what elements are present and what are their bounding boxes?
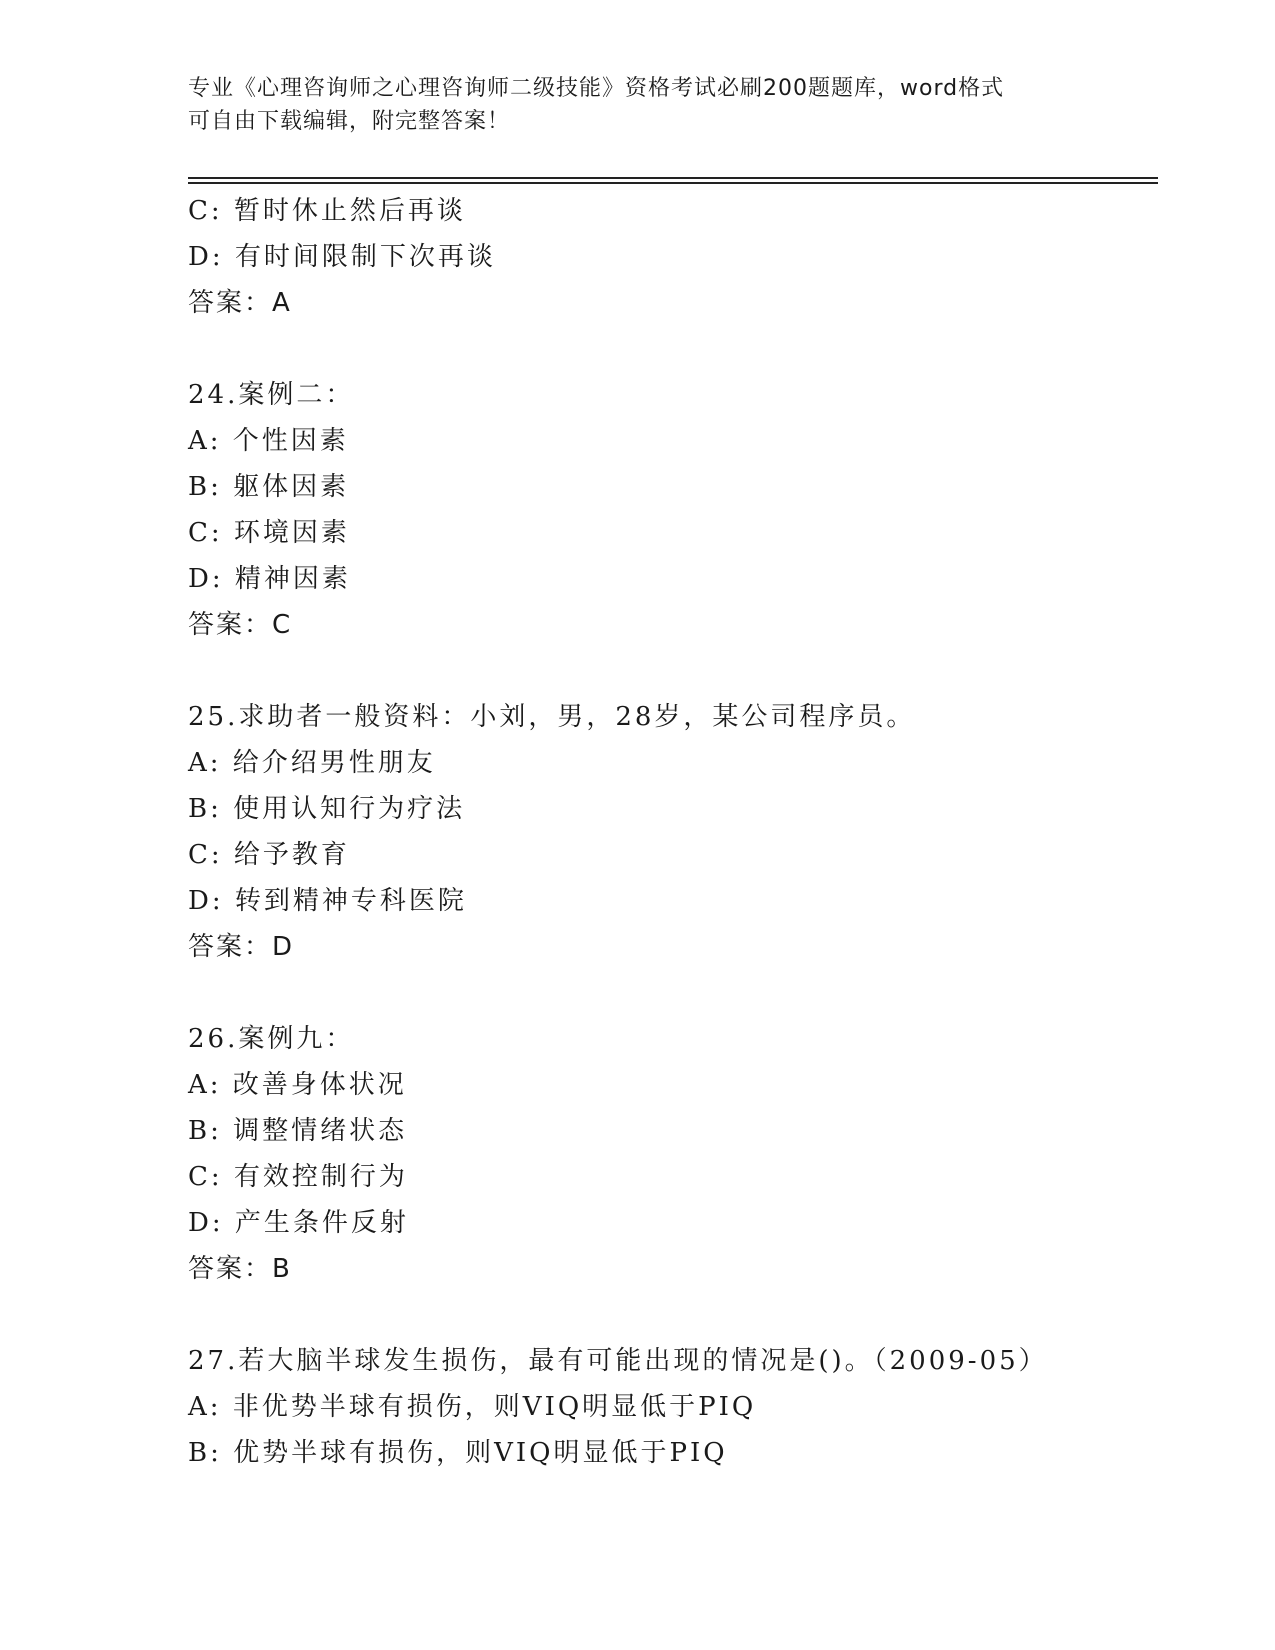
q24-stem: 24.案例二： (188, 380, 355, 410)
q26-answer: 答案：B (188, 1254, 292, 1284)
q27-option-b: B: 优势半球有损伤，则VIQ明显低于PIQ (188, 1438, 728, 1468)
q27-stem: 27.若大脑半球发生损伤，最有可能出现的情况是()。（2009-05） (188, 1346, 1048, 1376)
header-divider-top (188, 177, 1158, 179)
header-line-1: 专业《心理咨询师之心理咨询师二级技能》资格考试必刷200题题库，word格式 (188, 76, 1005, 101)
q25-option-a: A: 给介绍男性朋友 (188, 748, 436, 778)
q23-option-c: C: 暂时休止然后再谈 (188, 196, 466, 226)
header-line-2: 可自由下载编辑，附完整答案！ (188, 109, 511, 134)
q26-stem: 26.案例九： (188, 1024, 355, 1054)
q26-option-d: D: 产生条件反射 (188, 1208, 409, 1238)
spacer (188, 648, 1148, 694)
q24-option-d: D: 精神因素 (188, 564, 351, 594)
q24-option-a: A: 个性因素 (188, 426, 349, 456)
q25-option-d: D: 转到精神专科医院 (188, 886, 467, 916)
q24-option-c: C: 环境因素 (188, 518, 350, 548)
q25-stem: 25.求助者一般资料：小刘，男，28岁，某公司程序员。 (188, 702, 916, 732)
q25-option-b: B: 使用认知行为疗法 (188, 794, 466, 824)
q23-option-d: D: 有时间限制下次再谈 (188, 242, 496, 272)
q24-option-b: B: 躯体因素 (188, 472, 350, 502)
q25-option-c: C: 给予教育 (188, 840, 350, 870)
q27-option-a: A: 非优势半球有损伤，则VIQ明显低于PIQ (188, 1392, 757, 1422)
spacer (188, 970, 1148, 1016)
q26-option-c: C: 有效控制行为 (188, 1162, 408, 1192)
q23-answer: 答案：A (188, 288, 292, 318)
question-list (188, 188, 1148, 1476)
spacer (188, 1292, 1148, 1338)
spacer (188, 326, 1148, 372)
q26-option-b: B: 调整情绪状态 (188, 1116, 408, 1146)
document-header (188, 72, 1068, 138)
q24-answer: 答案：C (188, 610, 293, 640)
header-divider-bottom (188, 182, 1158, 184)
q25-answer: 答案：D (188, 932, 295, 962)
q26-option-a: A: 改善身体状况 (188, 1070, 407, 1100)
